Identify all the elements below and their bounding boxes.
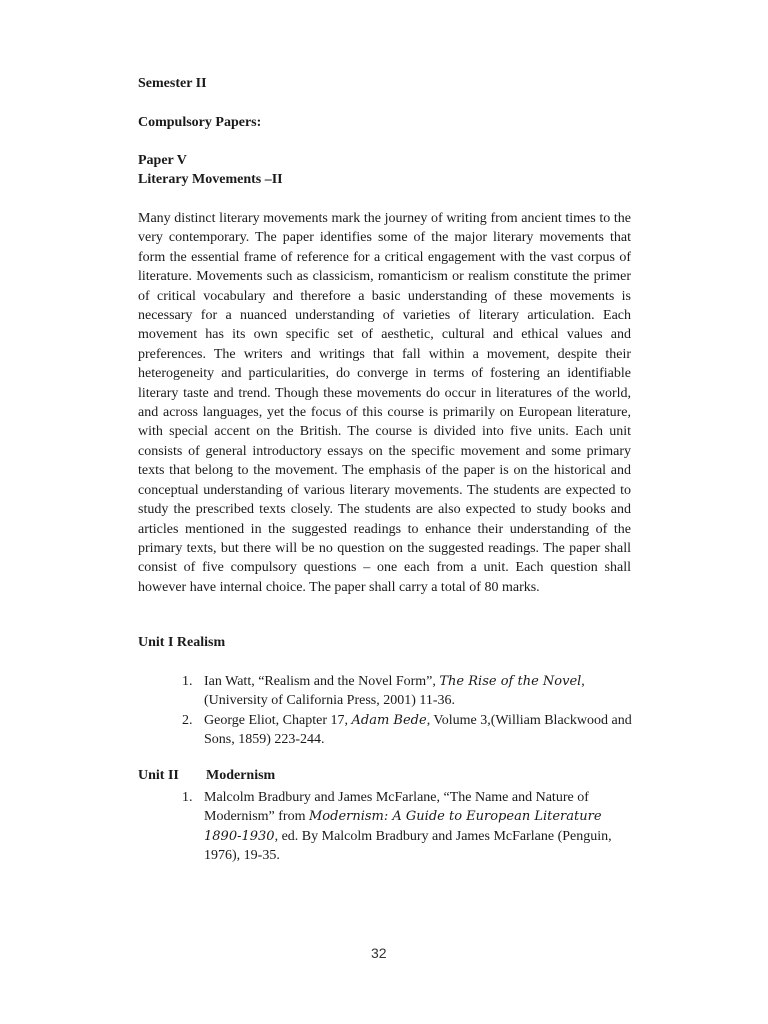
reading-list-item <box>182 672 642 711</box>
citation-text <box>204 788 642 866</box>
semester-heading: Semester II <box>138 76 207 91</box>
item-number: 2. <box>182 713 193 728</box>
unit2-label: Unit II <box>138 768 179 783</box>
citation-pre: Ian Watt, “Realism and the Novel Form”, <box>204 674 440 689</box>
unit1-heading: Unit I Realism <box>138 635 226 650</box>
citation-title: Adam Bede <box>351 713 427 728</box>
citation-title: The Rise of the Novel <box>439 674 582 689</box>
citation-post: , ed. By Malcolm Bradbury and James McFarlane (Penguin, 1976), 19-35. <box>204 828 612 864</box>
citation-pre: George Eliot, Chapter 17, <box>204 713 352 728</box>
intro-paragraph: Many distinct literary movements mark the journey of writing from ancient times to the very contemporary. The paper identifies some of the major literary movements that form the essential frame of reference for a critical engagement with the vast corpus of literature. Movements such as classicism, romanticism or realism constitute the primer of critical vocabulary and therefore a basic understanding of these movements is necessary for a nuanced understanding of varieties of literary articulation. Each movement has its own specific set of aesthetic, cultural and ethical values and preferences. The writers and writings that fall within a movement, despite their heterogeneity and particularities, do converge in terms of fostering an identifiable literary taste and trend. Though these movements do occur in literatures of the world, and across languages, yet the focus of this course is primarily on European literature, with special accent on the British. The course is divided into five units. Each unit consists of general introductory essays on the specific movement and some primary texts that belong to the movement. The emphasis of the paper is on the historical and conceptual understanding of various literary movements. The students are expected to study the prescribed texts closely. The students are also expected to study books and articles mentioned in the suggested readings to enhance their understanding of the primary texts, but there will be no question on the suggested readings. The paper shall consist of five compulsory questions – one each from a unit. Each question shall however have internal choice. The paper shall carry a total of 80 marks. <box>138 211 631 595</box>
page-number: 32 <box>371 945 387 961</box>
citation-post: , (University of California Press, 2001) 11-36. <box>204 674 585 709</box>
paper-number: Paper V <box>138 153 187 168</box>
reading-list-item <box>182 788 642 866</box>
citation-pre: Malcolm Bradbury and James McFarlane, “The Name and Nature of Modernism” from <box>204 790 589 825</box>
citation-post: , Volume 3,(William Blackwood and Sons, 1859) 223-244. <box>204 713 632 748</box>
paper-title: Literary Movements –II <box>138 172 283 187</box>
unit2-title: Modernism <box>206 768 276 783</box>
citation-text <box>204 672 642 711</box>
unit2-heading <box>138 768 275 784</box>
citation-text <box>204 711 642 750</box>
reading-list-item <box>182 711 642 750</box>
item-number: 1. <box>182 790 193 805</box>
compulsory-papers-heading: Compulsory Papers: <box>138 115 262 130</box>
item-number: 1. <box>182 674 193 689</box>
citation-title: Modernism: A Guide to European Literature 1890-1930 <box>204 809 602 844</box>
